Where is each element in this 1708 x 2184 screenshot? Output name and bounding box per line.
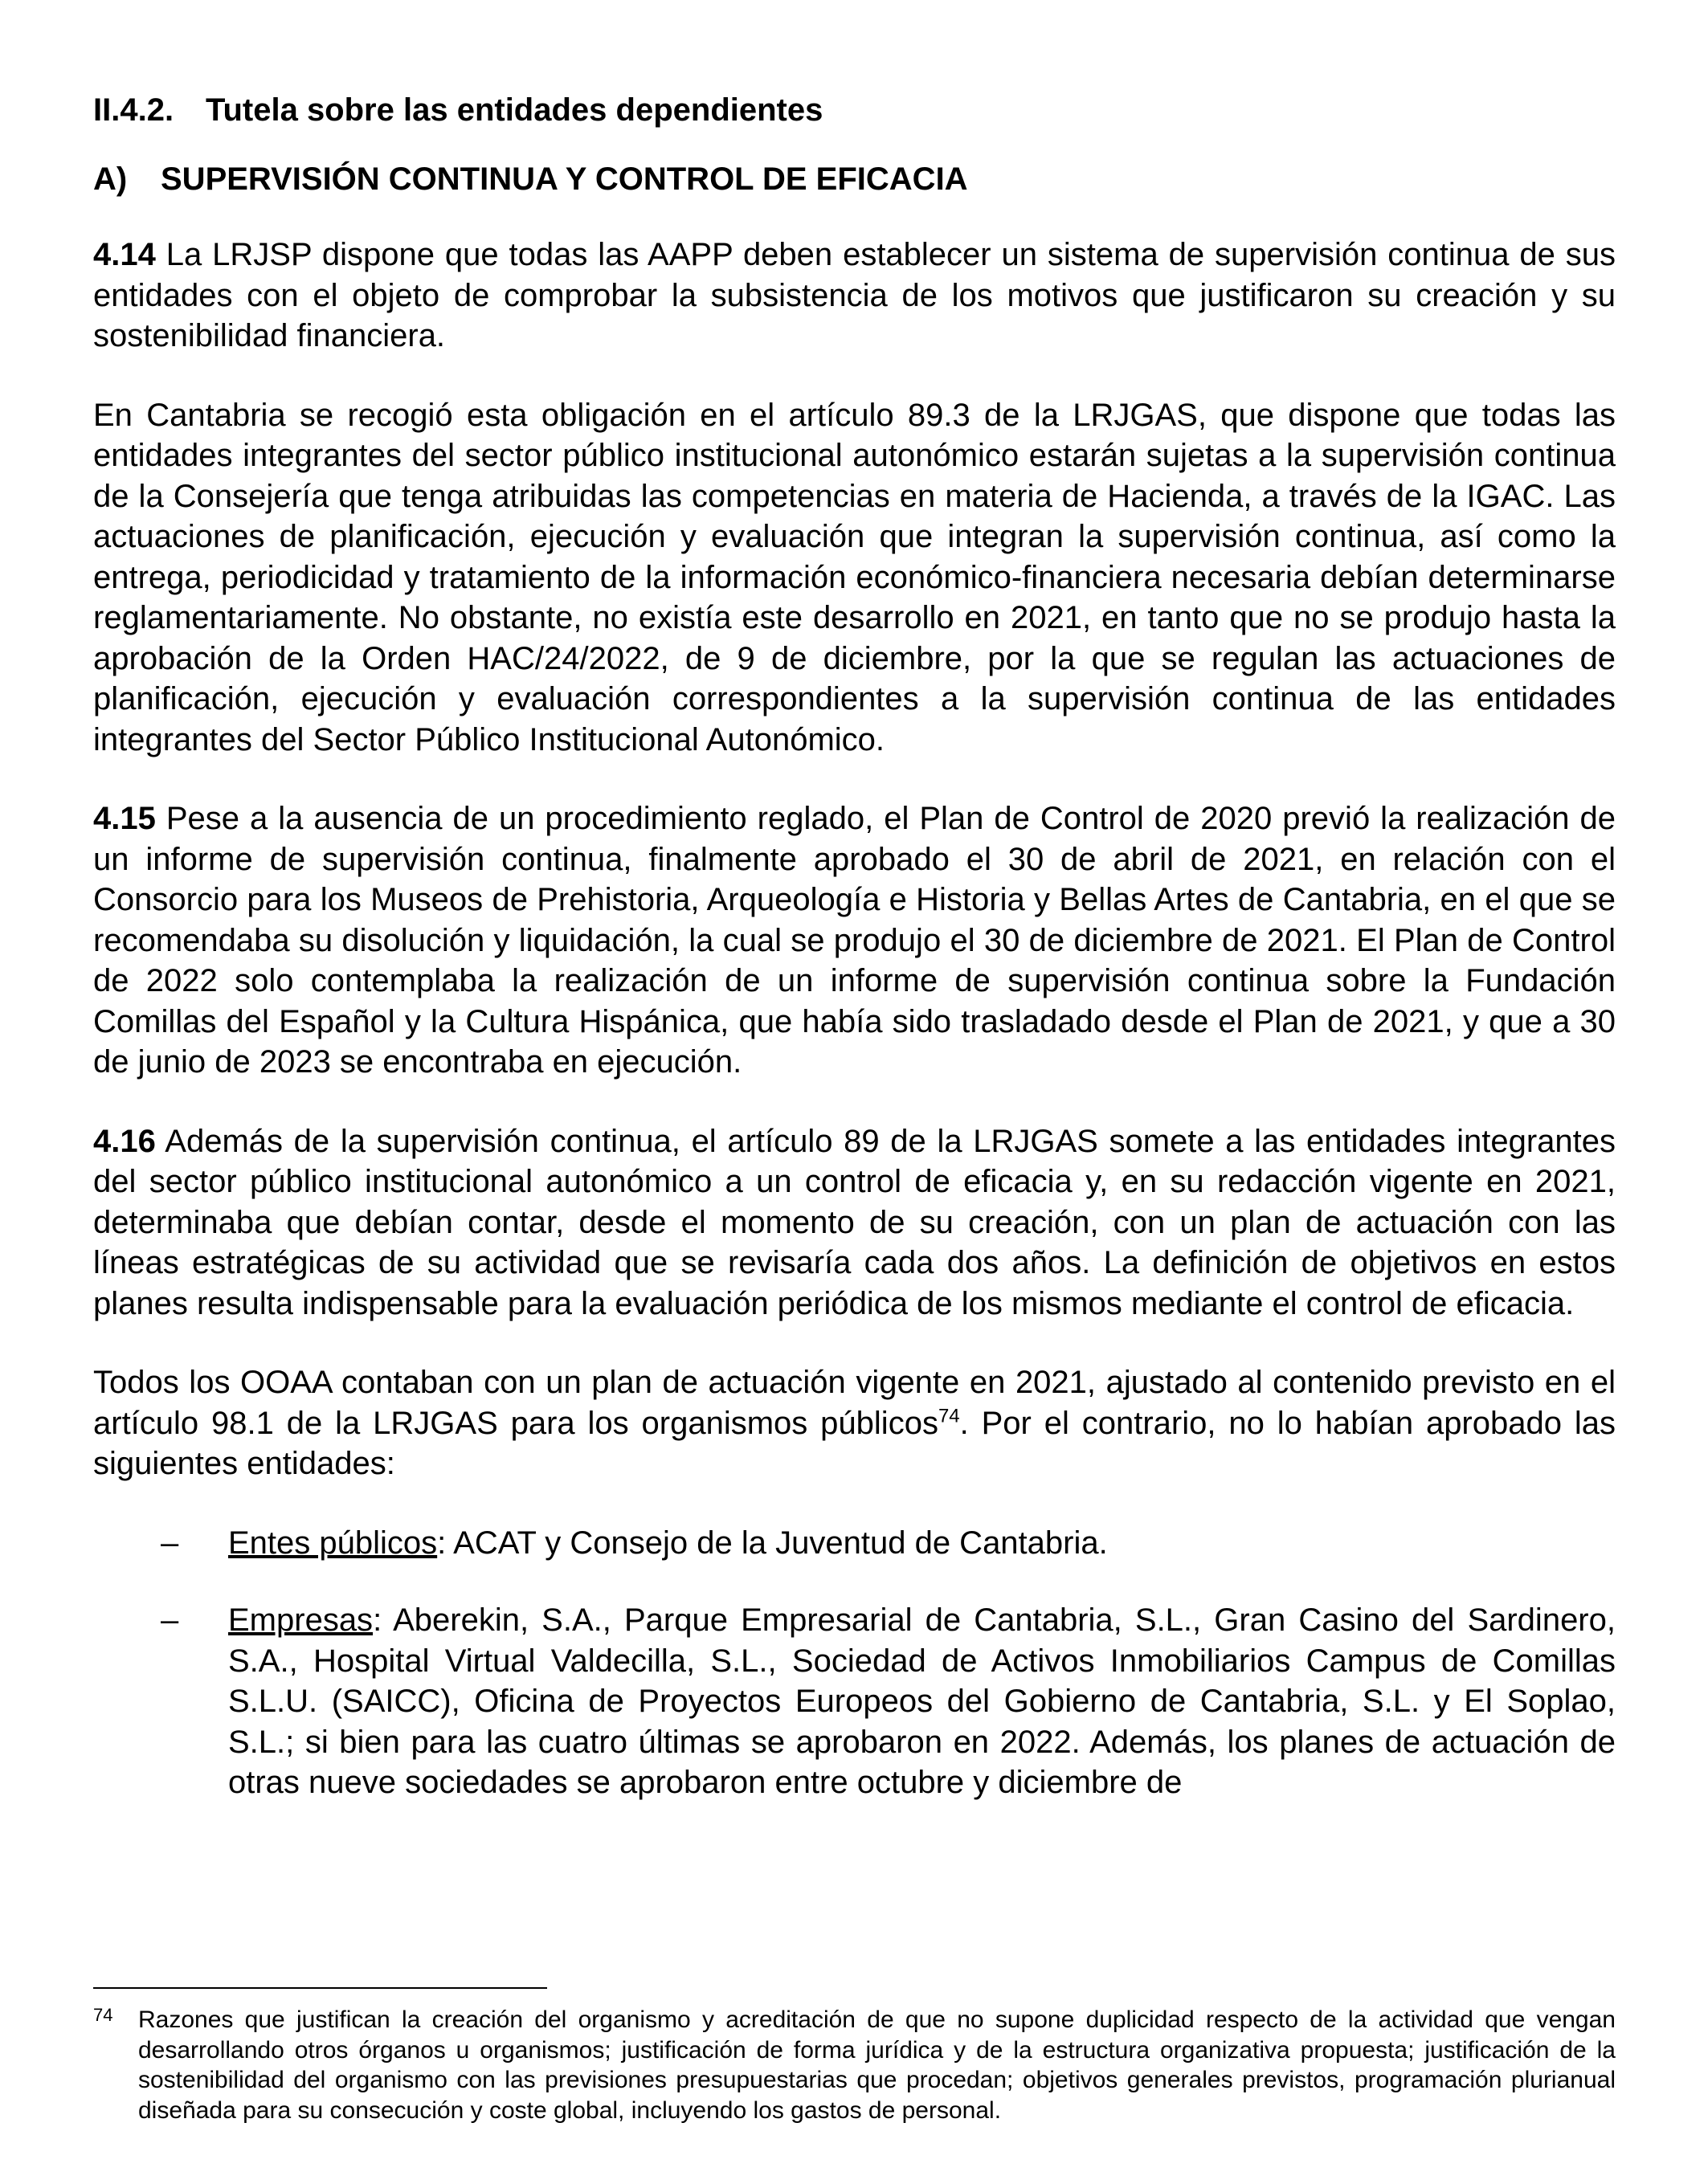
list-item-text: : ACAT y Consejo de la Juventud de Cantabria. bbox=[437, 1525, 1108, 1561]
subsection-heading bbox=[93, 159, 1616, 199]
paragraph-cantabria: En Cantabria se recogió esta obligación en el artículo 89.3 de la LRJGAS, que dispone que todas las entidades integrantes del sector público institucional autonómico estarán sujetas a la supervisión continua de la Consejería que tenga atribuidas las competencias en materia de Hacienda, a través de la IGAC. Las actuaciones de planificación, ejecución y evaluación que integran la supervisión continua, así como la entrega, periodicidad y tratamiento de la información económico-financiera necesaria debían determinarse reglamentariamente. No obstante, no existía este desarrollo en 2021, en tanto que no se produjo hasta la aprobación de la Orden HAC/24/2022, de 9 de diciembre, por la que se regulan las actuaciones de planificación, ejecución y evaluación correspondientes a la supervisión continua de las entidades integrantes del Sector Público Institucional Autonómico. bbox=[93, 397, 1616, 757]
footnote-74 bbox=[93, 2005, 1616, 2125]
section-heading bbox=[93, 90, 1616, 130]
paragraph-ooaa bbox=[93, 1362, 1616, 1484]
footnote-reference: 74 bbox=[938, 1405, 960, 1427]
list-item-label: Empresas bbox=[228, 1602, 374, 1638]
list-item-label: Entes públicos bbox=[228, 1525, 438, 1561]
paragraph-4-15 bbox=[93, 798, 1616, 1083]
entity-list bbox=[93, 1523, 1616, 1803]
paragraph-text: La LRJSP dispone que todas las AAPP deben establecer un sistema de supervisión continua de sus entidades con el objeto de comprobar la subsistencia de los motivos que justificaron su creación y su sostenibilidad financiera. bbox=[93, 237, 1616, 353]
section-number: II.4.2. bbox=[93, 92, 174, 128]
dash-bullet-icon: – bbox=[161, 1602, 179, 1638]
footnote-mark: 74 bbox=[93, 2005, 113, 2025]
list-item-entes-publicos bbox=[93, 1523, 1616, 1564]
paragraph-text: Todos los OOAA contaban con un plan de actuación vigente en 2021, ajustado al contenido previsto en el artículo 98.1 de la LRJGAS para los organismos públicos bbox=[93, 1365, 1616, 1441]
footnote-text: Razones que justifican la creación del organismo y acreditación de que no supone duplicidad respecto de la actividad que vengan desarrollando otros órganos u organismos; justificación de forma jurídica y de la estructura organizativa propuesta; justificación de la sostenibilidad del organismo con las previsiones presupuestarias que procedan; objetivos generales previstos, programación plurianual diseñada para su consecución y coste global, incluyendo los gastos de personal. bbox=[138, 2006, 1616, 2124]
subsection-title: SUPERVISIÓN CONTINUA Y CONTROL DE EFICACIA bbox=[161, 161, 968, 197]
list-item-empresas bbox=[93, 1600, 1616, 1803]
paragraph-4-14 bbox=[93, 235, 1616, 357]
footnote-separator bbox=[93, 1987, 547, 1989]
section-title: Tutela sobre las entidades dependientes bbox=[206, 92, 823, 128]
subsection-letter: A) bbox=[93, 161, 128, 197]
paragraph-number: 4.14 bbox=[93, 237, 156, 272]
paragraph-text: . Por el contrario, no lo habían aprobado las siguientes entidades: bbox=[93, 1405, 1616, 1481]
paragraph-text: Pese a la ausencia de un procedimiento reglado, el Plan de Control de 2020 previó la realización de un informe de supervisión continua, finalmente aprobado el 30 de abril de 2021, en relación con el Consorcio para los Museos de Prehistoria, Arqueología e Historia y Bellas Artes de Cantabria, en el que se recomendaba su disolución y liquidación, la cual se produjo el 30 de diciembre de 2021. El Plan de Control de 2022 solo contemplaba la realización de un informe de supervisión continua sobre la Fundación Comillas del Español y la Cultura Hispánica, que había sido trasladado desde el Plan de 2021, y que a 30 de junio de 2023 se encontraba en ejecución. bbox=[93, 801, 1616, 1080]
list-item-text: : Aberekin, S.A., Parque Empresarial de Cantabria, S.L., Gran Casino del Sardinero, S.A., Hospital Virtual Valdecilla, S.L., Sociedad de Activos Inmobiliarios Campus de Comillas S.L.U. (SAICC), Oficina de Proyectos Europeos del Gobierno de Cantabria, S.L. y El Soplao, S.L.; si bien para las cuatro últimas se aprobaron en 2022. Además, los planes de actuación de otras nueve sociedades se aprobaron entre octubre y diciembre de bbox=[228, 1602, 1616, 1800]
paragraph-number: 4.16 bbox=[93, 1123, 156, 1159]
paragraph-text: Además de la supervisión continua, el artículo 89 de la LRJGAS somete a las entidades integrantes del sector público institucional autonómico a un control de eficacia y, en su redacción vigente en 2021, determinaba que debían contar, desde el momento de su creación, con un plan de actuación con las líneas estratégicas de su actividad que se revisaría cada dos años. La definición de objetivos en estos planes resulta indispensable para la evaluación periódica de los mismos mediante el control de eficacia. bbox=[93, 1123, 1616, 1321]
dash-bullet-icon: – bbox=[161, 1525, 179, 1561]
main-content bbox=[93, 90, 1616, 1840]
paragraph-4-16 bbox=[93, 1121, 1616, 1325]
paragraph-number: 4.15 bbox=[93, 801, 156, 836]
